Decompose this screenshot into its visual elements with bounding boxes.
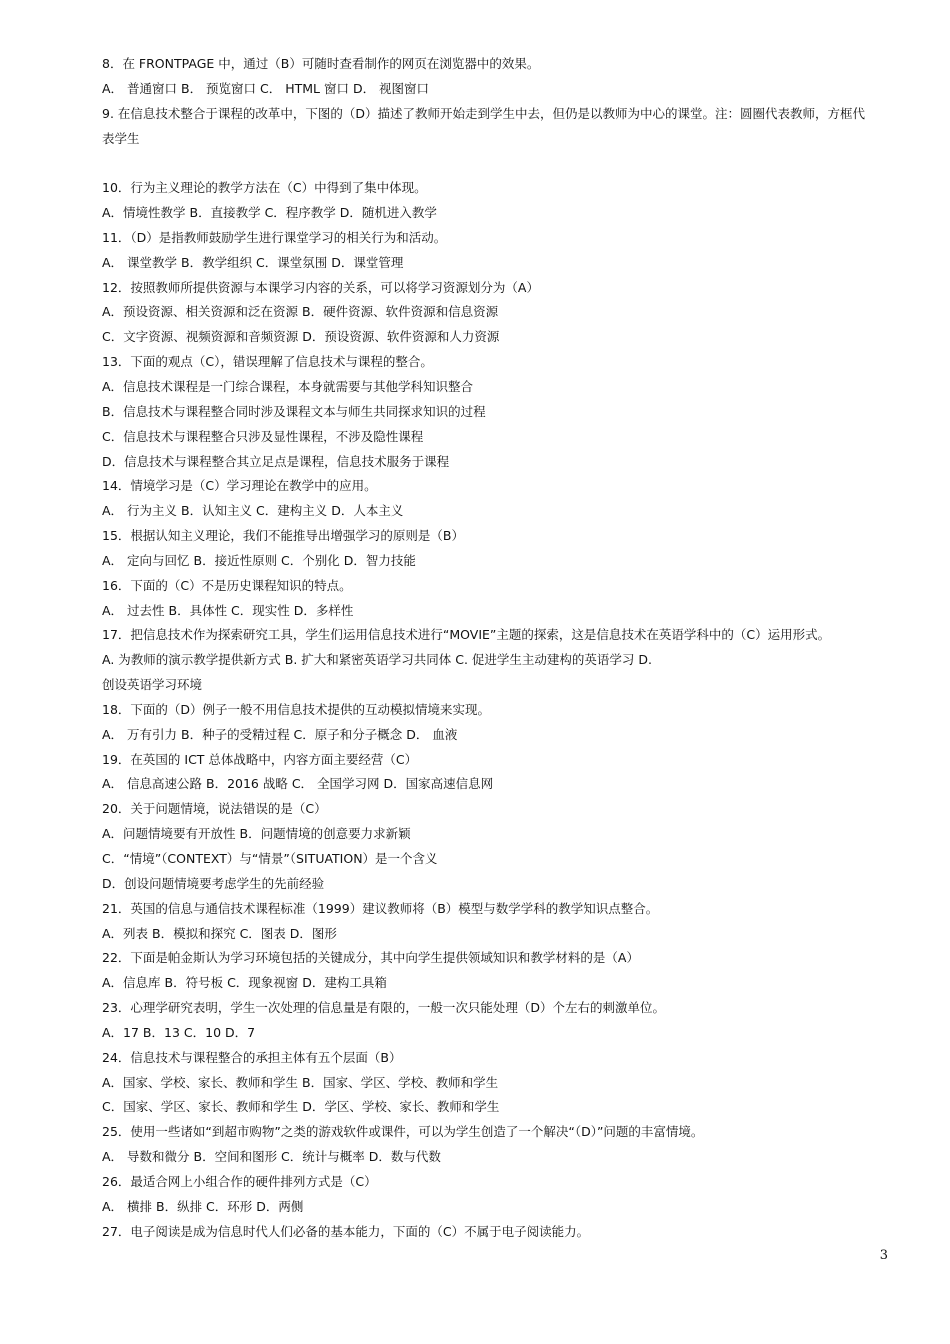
page-number: 3 (879, 1248, 888, 1263)
text-line: A．17 B．13 C．10 D．7 (102, 1024, 256, 1040)
text-line: 18．下面的（D）例子一般不用信息技术提供的互动模拟情境来实现。 (102, 701, 491, 717)
text-line: A． 过去性 B．具体性 C．现实性 D．多样性 (102, 602, 354, 618)
text-line: A． 横排 B．纵排 C．环形 D．两侧 (102, 1198, 304, 1214)
text-line: C．信息技术与课程整合只涉及显性课程，不涉及隐性课程 (102, 428, 424, 444)
text-line: A． 信息高速公路 B．2016 战略 C． 全国学习网 D．国家高速信息网 (102, 776, 494, 792)
text-line: A． 课堂教学 B．教学组织 C．课堂氛围 D．课堂管理 (102, 254, 404, 270)
text-line: 16．下面的（C）不是历史课程知识的特点。 (102, 577, 352, 593)
text-line: D．创设问题情境要考虑学生的先前经验 (102, 875, 325, 891)
text-line: A．预设资源、相关资源和泛在资源 B．硬件资源、软件资源和信息资源 (102, 304, 499, 320)
text-line: 10．行为主义理论的教学方法在（C）中得到了集中体现。 (102, 180, 427, 196)
text-line: C．“情境”（CONTEXT）与“情景”（SITUATION）是一个含义 (102, 851, 438, 866)
text-line: A．国家、学校、家长、教师和学生 B．国家、学区、学校、教师和学生 (102, 1074, 499, 1090)
text-line: 19．在英国的 ICT 总体战略中，内容方面主要经营（C） (102, 751, 418, 767)
text-line: 27．电子阅读是成为信息时代人们必备的基本能力，下面的（C）不属于电子阅读能力。 (102, 1223, 590, 1239)
text-line: D．信息技术与课程整合其立足点是课程，信息技术服务于课程 (102, 453, 450, 469)
text-line: 25．使用一些诸如“到超市购物”之类的游戏软件或课件，可以为学生创造了一个解决“（D）”问题的丰富情境。 (102, 1124, 704, 1140)
text-line: 13．下面的观点（C），错误理解了信息技术与课程的整合。 (102, 354, 433, 370)
text-line: 12．按照教师所提供资源与本课学习内容的关系，可以将学习资源划分为（A） (102, 279, 539, 295)
text-line: 26．最适合网上小组合作的硬件排列方式是（C） (102, 1173, 377, 1189)
text-line: A．情境性教学 B．直接教学 C．程序教学 D．随机进入教学 (102, 205, 437, 221)
text-line: 24．信息技术与课程整合的承担主体有五个层面（B） (102, 1049, 402, 1065)
text-line (102, 151, 894, 176)
text-line: 11．（D）是指教师鼓励学生进行课堂学习的相关行为和活动。 (102, 229, 447, 245)
text-line: B．信息技术与课程整合同时涉及课程文本与师生共同探求知识的过程 (102, 403, 486, 419)
text-line: C．文字资源、视频资源和音频资源 D．预设资源、软件资源和人力资源 (102, 329, 500, 345)
text-line: A． 定向与回忆 B．接近性原则 C．个别化 D．智力技能 (102, 552, 416, 568)
text-line: A． 普通窗口 B． 预览窗口 C． HTML 窗口 D． 视图窗口 (102, 80, 430, 96)
text-line: 20．关于问题情境，说法错误的是（C） (102, 801, 327, 817)
text-line: A． 导数和微分 B．空间和图形 C．统计与概率 D．数与代数 (102, 1149, 441, 1165)
text-line: A．信息技术课程是一门综合课程，本身就需要与其他学科知识整合 (102, 378, 474, 394)
text-line: 15．根据认知主义理论，我们不能推导出增强学习的原则是（B） (102, 528, 464, 544)
text-line: A．列表 B．模拟和探究 C．图表 D．图形 (102, 925, 337, 941)
text-line: C．国家、学区、家长、教师和学生 D．学区、学校、家长、教师和学生 (102, 1099, 500, 1115)
text-line: 17．把信息技术作为探索研究工具，学生们运用信息技术进行“MOVIE”主题的探索，这是信息技术在英语学科中的（C）运用形式。 (102, 627, 831, 643)
text-line: A．信息库 B．符号板 C．现象视窗 D．建构工具箱 (102, 975, 387, 991)
text-line: A. 为教师的演示教学提供新方式 B. 扩大和紧密英语学习共同体 C. 促进学生主动建构的英语学习 D. (102, 652, 652, 668)
text-line: 23．心理学研究表明，学生一次处理的信息量是有限的，一般一次只能处理（D）个左右的刺激单位。 (102, 1000, 666, 1016)
text-line: A． 行为主义 B．认知主义 C．建构主义 D．人本主义 (102, 503, 404, 519)
text-line: A． 万有引力 B．种子的受精过程 C．原子和分子概念 D． 血液 (102, 726, 458, 742)
text-line: 8．在 FRONTPAGE 中，通过（B）可随时查看制作的网页在浏览器中的效果。 (102, 56, 540, 71)
text-line: 21．英国的信息与通信技术课程标准（1999）建议教师将（B）模型与数学学科的教学知识点整合。 (102, 900, 659, 916)
text-line: 9. 在信息技术整合于课程的改革中，下图的（D）描述了教师开始走到学生中去，但仍是以教师为中心的课堂。注：圆圈代表教师，方框代 (102, 105, 866, 121)
text-line: 表学生 (102, 130, 140, 146)
text-line: 22．下面是帕金斯认为学习环境包括的关键成分，其中向学生提供领域知识和教学材料的是（A） (102, 950, 639, 966)
text-line: 创设英语学习环境 (102, 677, 203, 693)
text-line: 14．情境学习是（C）学习理论在教学中的应用。 (102, 478, 377, 494)
text-line: A．问题情境要有开放性 B．问题情境的创意要力求新颖 (102, 826, 411, 842)
document-body (102, 52, 894, 1245)
